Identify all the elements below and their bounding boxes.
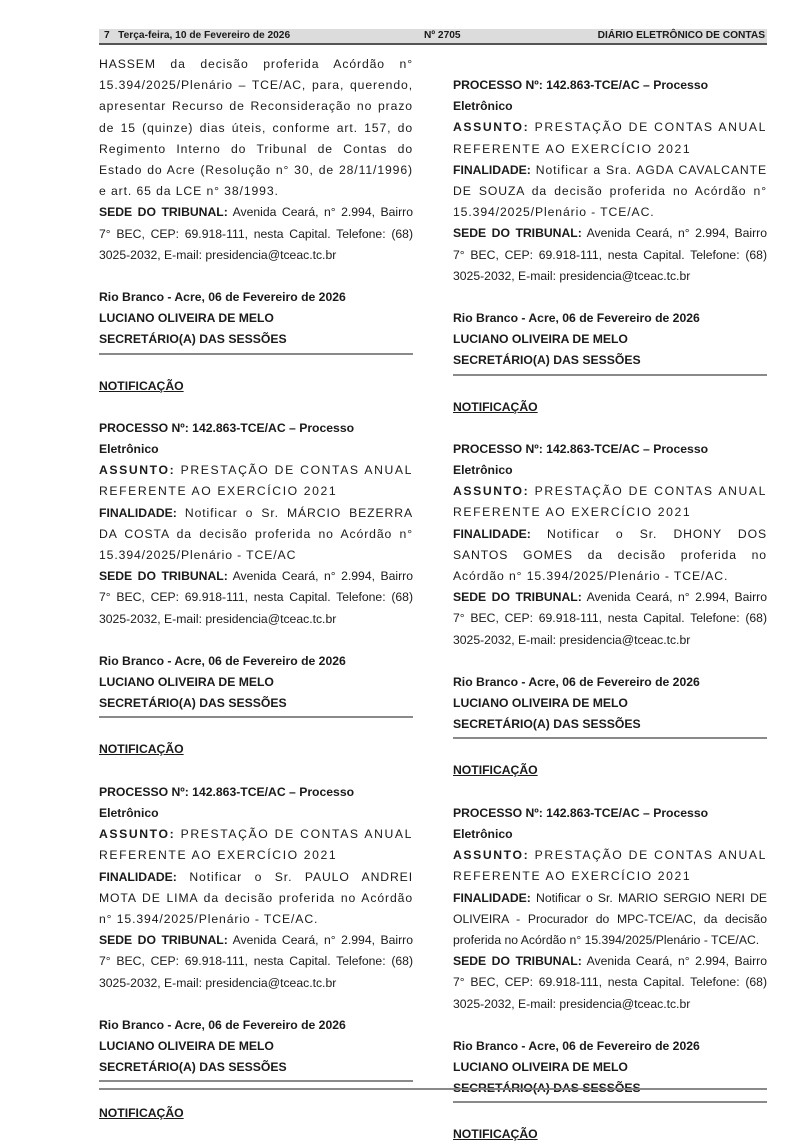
assunto-text: PRESTAÇÃO DE CONTAS ANUAL REFERENTE AO EXERCÍCIO 2021 bbox=[99, 463, 413, 499]
place-date: Rio Branco - Acre, 06 de Fevereiro de 2026 bbox=[453, 674, 700, 689]
signer-role: SECRETÁRIO(A) DAS SESSÕES bbox=[453, 1081, 641, 1096]
sede-label: SEDE DO TRIBUNAL: bbox=[453, 954, 582, 969]
section-heading: NOTIFICAÇÃO bbox=[453, 763, 538, 778]
place-date: Rio Branco - Acre, 06 de Fevereiro de 2026 bbox=[99, 653, 346, 668]
assunto-label: ASSUNTO: bbox=[99, 827, 176, 842]
sede-paragraph bbox=[99, 930, 413, 994]
processo-line: PROCESSO Nº: 142.863-TCE/AC – Processo Eletrônico bbox=[99, 784, 355, 820]
processo-line: PROCESSO Nº: 142.863-TCE/AC – Processo Eletrônico bbox=[453, 78, 709, 114]
finalidade-text: Notificar o Sr. DHONY DOS SANTOS GOMES da decisão proferida no Acórdão n° 15.394/2025/Plenário - TCE/AC. bbox=[453, 526, 767, 584]
signer-name: LUCIANO OLIVEIRA DE MELO bbox=[453, 696, 628, 711]
sede-paragraph bbox=[453, 587, 767, 651]
finalidade-paragraph bbox=[453, 160, 767, 224]
sede-paragraph bbox=[453, 223, 767, 287]
signature-block bbox=[99, 651, 413, 715]
place-date: Rio Branco - Acre, 06 de Fevereiro de 2026 bbox=[99, 1017, 346, 1032]
sede-paragraph bbox=[99, 566, 413, 630]
assunto-line bbox=[453, 117, 767, 159]
signature-block bbox=[453, 308, 767, 372]
sede-label: SEDE DO TRIBUNAL: bbox=[453, 590, 582, 605]
signature-block bbox=[99, 1015, 413, 1079]
finalidade-text: Notificar o Sr. MARIO SERGIO NERI DE OLIVEIRA - Procurador do MPC-TCE/AC, da decisão proferida no Acórdão n° 15.394/2025/Plenário - TCE/AC. bbox=[453, 890, 767, 947]
assunto-line bbox=[453, 481, 767, 523]
header-date-line bbox=[104, 30, 290, 41]
processo-line: PROCESSO Nº: 142.863-TCE/AC – Processo Eletrônico bbox=[453, 805, 709, 841]
signer-name: LUCIANO OLIVEIRA DE MELO bbox=[99, 311, 274, 326]
sede-label: SEDE DO TRIBUNAL: bbox=[99, 569, 228, 584]
signature-block bbox=[99, 287, 413, 351]
sede-text: Avenida Ceará, n° 2.994, Bairro 7° BEC, CEP: 69.918-111, nesta Capital. Telefone: (68) 3025-2032, E-mail: presidencia@tceac.tc.br bbox=[99, 569, 413, 626]
finalidade-label: FINALIDADE: bbox=[99, 505, 177, 520]
journal-title: DIÁRIO ELETRÔNICO DE CONTAS bbox=[597, 30, 765, 41]
page-header bbox=[99, 29, 767, 45]
page-bottom-rule bbox=[99, 1088, 767, 1090]
signer-name: LUCIANO OLIVEIRA DE MELO bbox=[99, 1038, 274, 1053]
assunto-text: PRESTAÇÃO DE CONTAS ANUAL REFERENTE AO EXERCÍCIO 2021 bbox=[453, 120, 767, 156]
issue-number: Nº 2705 bbox=[424, 30, 461, 41]
assunto-line bbox=[99, 824, 413, 866]
finalidade-label: FINALIDADE: bbox=[453, 162, 531, 177]
signer-role: SECRETÁRIO(A) DAS SESSÕES bbox=[99, 1060, 287, 1075]
finalidade-label: FINALIDADE: bbox=[453, 890, 531, 905]
finalidade-paragraph bbox=[99, 503, 413, 567]
finalidade-text: Notificar a Sra. AGDA CAVALCANTE DE SOUZA da decisão proferida no Acórdão n° 15.394/2025/Plenário - TCE/AC. bbox=[453, 162, 767, 220]
finalidade-paragraph bbox=[453, 888, 767, 952]
section-heading: NOTIFICAÇÃO bbox=[99, 1106, 184, 1121]
issue-date: Terça-feira, 10 de Fevereiro de 2026 bbox=[118, 30, 291, 41]
section-heading: NOTIFICAÇÃO bbox=[453, 399, 538, 414]
sede-paragraph bbox=[99, 202, 413, 266]
sede-text: Avenida Ceará, n° 2.994, Bairro 7° BEC, CEP: 69.918-111, nesta Capital. Telefone: (68) 3025-2032, E-mail: presidencia@tceac.tc.br bbox=[453, 226, 767, 283]
signer-role: SECRETÁRIO(A) DAS SESSÕES bbox=[99, 332, 287, 347]
signer-name: LUCIANO OLIVEIRA DE MELO bbox=[453, 1059, 628, 1074]
signer-role: SECRETÁRIO(A) DAS SESSÕES bbox=[453, 717, 641, 732]
section-heading: NOTIFICAÇÃO bbox=[99, 378, 184, 393]
right-column bbox=[453, 54, 767, 1146]
finalidade-label: FINALIDADE: bbox=[453, 526, 531, 541]
sede-label: SEDE DO TRIBUNAL: bbox=[99, 933, 228, 948]
assunto-label: ASSUNTO: bbox=[453, 120, 530, 135]
intro-paragraph: HASSEM da decisão proferida Acórdão n° 15.394/2025/Plenário – TCE/AC, para, querendo, apresentar Recurso de Reconsideração no prazo de 15 (quinze) dias úteis, conforme art. 157, do Regimento Interno do Tribunal de Contas do Estado do Acre (Resolução n° 30, de 28/11/1996) e art. 65 da LCE n° 38/1993. bbox=[99, 57, 413, 199]
processo-line: PROCESSO Nº: 142.863-TCE/AC – Processo Eletrônico bbox=[453, 441, 709, 478]
signer-name: LUCIANO OLIVEIRA DE MELO bbox=[453, 332, 628, 347]
finalidade-label: FINALIDADE: bbox=[99, 869, 177, 884]
assunto-line bbox=[453, 845, 767, 887]
sede-label: SEDE DO TRIBUNAL: bbox=[99, 205, 228, 220]
processo-line: PROCESSO Nº: 142.863-TCE/AC – Processo Eletrônico bbox=[99, 420, 355, 457]
section-heading: NOTIFICAÇÃO bbox=[453, 1127, 538, 1142]
assunto-line bbox=[99, 460, 413, 502]
assunto-text: PRESTAÇÃO DE CONTAS ANUAL REFERENTE AO EXERCÍCIO 2021 bbox=[99, 827, 413, 863]
assunto-label: ASSUNTO: bbox=[453, 848, 530, 863]
sede-paragraph bbox=[453, 951, 767, 1015]
place-date: Rio Branco - Acre, 06 de Fevereiro de 2026 bbox=[453, 1038, 700, 1053]
finalidade-paragraph bbox=[453, 524, 767, 588]
left-column bbox=[99, 54, 413, 1125]
finalidade-paragraph bbox=[99, 867, 413, 931]
assunto-text: PRESTAÇÃO DE CONTAS ANUAL REFERENTE AO EXERCÍCIO 2021 bbox=[453, 484, 767, 520]
sede-text: Avenida Ceará, n° 2.994, Bairro 7° BEC, CEP: 69.918-111, nesta Capital. Telefone: (68) 3025-2032, E-mail: presidencia@tceac.tc.br bbox=[453, 590, 767, 647]
sede-label: SEDE DO TRIBUNAL: bbox=[453, 226, 582, 241]
place-date: Rio Branco - Acre, 06 de Fevereiro de 2026 bbox=[453, 311, 700, 326]
section-heading: NOTIFICAÇÃO bbox=[99, 742, 184, 757]
signer-role: SECRETÁRIO(A) DAS SESSÕES bbox=[99, 696, 287, 711]
place-date: Rio Branco - Acre, 06 de Fevereiro de 2026 bbox=[99, 290, 346, 305]
sede-text: Avenida Ceará, n° 2.994, Bairro 7° BEC, CEP: 69.918-111, nesta Capital. Telefone: (68) 3025-2032, E-mail: presidencia@tceac.tc.br bbox=[99, 933, 413, 990]
finalidade-text: Notificar o Sr. MÁRCIO BEZERRA DA COSTA da decisão proferida no Acórdão n° 15.394/2025/Plenário - TCE/AC bbox=[99, 505, 413, 563]
page-number: 7 bbox=[104, 30, 110, 41]
assunto-text: PRESTAÇÃO DE CONTAS ANUAL REFERENTE AO EXERCÍCIO 2021 bbox=[453, 848, 767, 884]
sede-text: Avenida Ceará, n° 2.994, Bairro 7° BEC, CEP: 69.918-111, nesta Capital. Telefone: (68) 3025-2032, E-mail: presidencia@tceac.tc.br bbox=[453, 954, 767, 1011]
assunto-label: ASSUNTO: bbox=[453, 484, 530, 499]
assunto-label: ASSUNTO: bbox=[99, 463, 176, 478]
signature-block bbox=[453, 672, 767, 736]
signer-name: LUCIANO OLIVEIRA DE MELO bbox=[99, 675, 274, 690]
sede-text: Avenida Ceará, n° 2.994, Bairro 7° BEC, CEP: 69.918-111, nesta Capital. Telefone: (68) 3025-2032, E-mail: presidencia@tceac.tc.br bbox=[99, 205, 413, 262]
finalidade-text: Notificar o Sr. PAULO ANDREI MOTA DE LIMA da decisão proferida no Acórdão n° 15.394/2025/Plenário - TCE/AC. bbox=[99, 869, 413, 926]
signer-role: SECRETÁRIO(A) DAS SESSÕES bbox=[453, 353, 641, 368]
